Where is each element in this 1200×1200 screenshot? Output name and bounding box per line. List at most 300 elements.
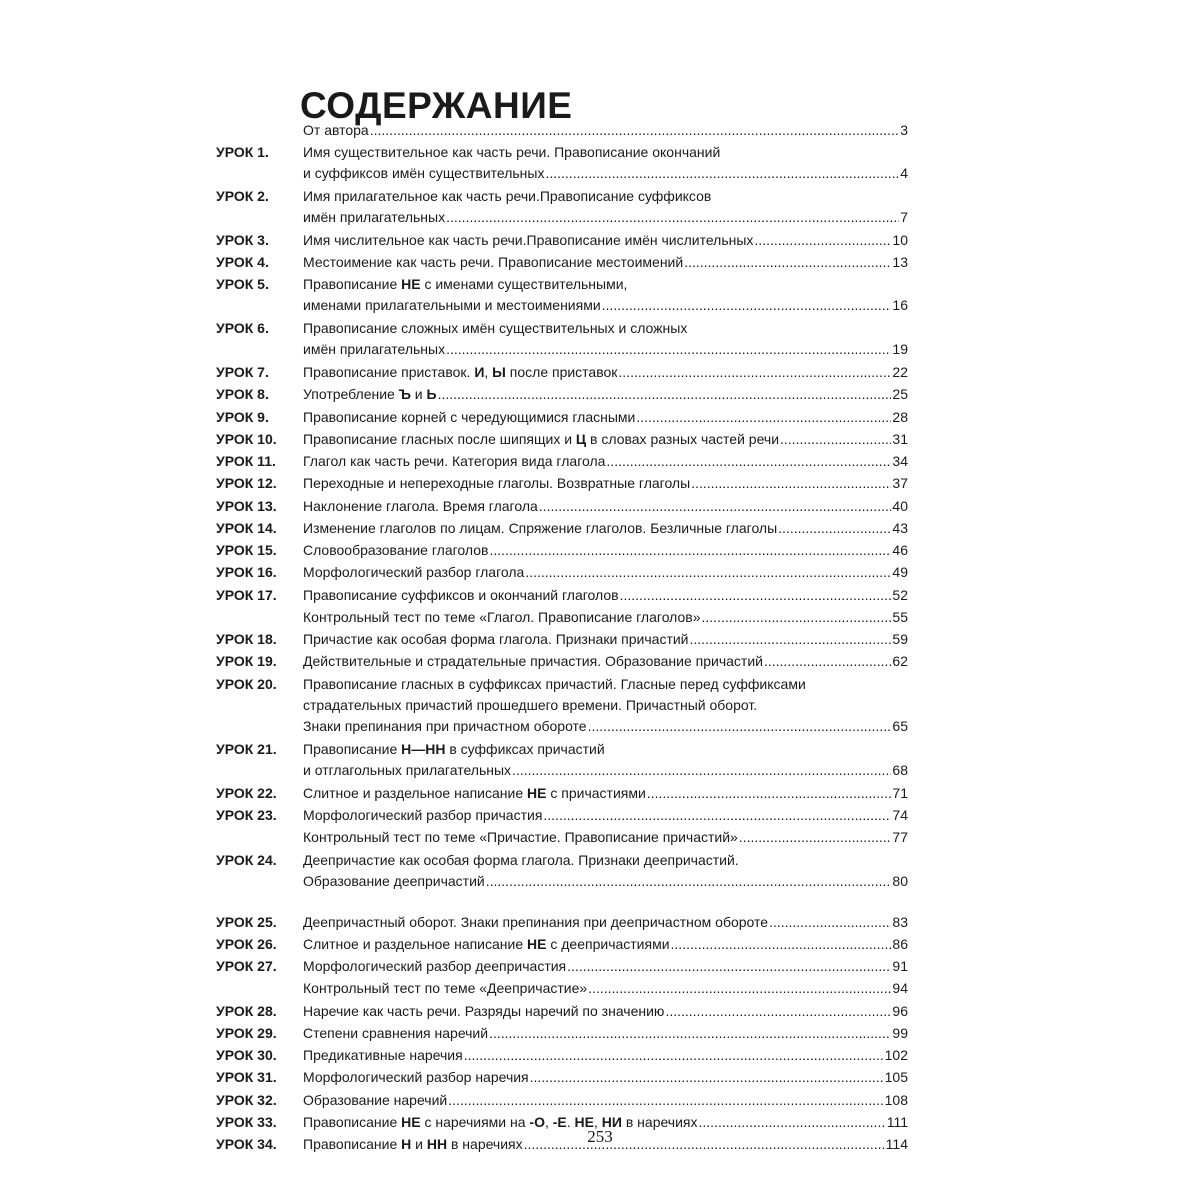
entry-body	[303, 739, 908, 781]
entry-title-line	[303, 451, 908, 472]
entry-title	[303, 783, 646, 804]
dot-leader	[539, 496, 892, 517]
entry-title	[303, 384, 437, 405]
entry-title-line	[303, 805, 908, 826]
lesson-label: УРОК 32.	[216, 1091, 277, 1108]
page-ref: 37	[892, 475, 908, 492]
bold-term: НЕ	[574, 1113, 594, 1130]
page-ref: 34	[892, 453, 908, 470]
lesson-label: УРОК 19.	[216, 653, 277, 670]
entry-title-line	[303, 142, 908, 163]
entry-title-line	[303, 429, 908, 450]
title-text: Правописание	[303, 1113, 402, 1130]
lesson-label: УРОК 1.	[216, 144, 269, 161]
entry-title	[303, 362, 617, 383]
entry-title	[303, 1045, 463, 1066]
lesson-label: УРОК 5.	[216, 276, 269, 293]
entry-body	[303, 318, 908, 360]
lesson-label: УРОК 24.	[216, 851, 277, 868]
entry-body	[303, 827, 908, 848]
title-text: От автора	[303, 122, 369, 138]
dot-leader	[530, 1067, 884, 1088]
lesson-label: УРОК 34.	[216, 1136, 277, 1153]
entry-title-line	[303, 716, 908, 737]
dot-leader	[606, 451, 891, 472]
entry-title	[303, 518, 777, 539]
entry-title-line	[303, 384, 908, 405]
bold-term: Н	[401, 1136, 412, 1153]
title-text: Наречие как часть речи. Разряды наречий по значению	[303, 1002, 665, 1019]
entry-title-line	[303, 850, 908, 871]
entry-body	[303, 1090, 908, 1111]
entry-body	[303, 978, 908, 999]
entry-title-line	[303, 473, 908, 494]
title-text: Имя существительное как часть речи. Правописание окончаний	[303, 144, 721, 161]
entry-title-line	[303, 607, 908, 628]
entry-title-line	[303, 362, 908, 383]
dot-leader	[739, 827, 892, 848]
entry-body	[303, 1067, 908, 1088]
entry-title	[303, 120, 369, 141]
title-text: Контрольный тест по теме «Глагол. Правописание глаголов»	[303, 608, 701, 625]
title-text: Деепричастный оборот. Знаки препинания при деепричастном обороте	[303, 913, 769, 930]
bold-term: Ъ	[398, 386, 411, 403]
page-ref: 31	[892, 430, 908, 447]
lesson-label: УРОК 27.	[216, 958, 277, 975]
lesson-label: УРОК 29.	[216, 1024, 277, 1041]
lesson-label: УРОК 15.	[216, 542, 277, 559]
entry-body	[303, 186, 908, 228]
bold-term: НН	[426, 1136, 448, 1153]
entry-title-line	[303, 186, 908, 207]
entry-title	[303, 956, 566, 977]
bold-term: Ь	[426, 386, 437, 403]
entry-body	[303, 407, 908, 428]
bold-term: -О	[529, 1113, 545, 1130]
entry-title	[303, 1001, 664, 1022]
entry-title-line	[303, 651, 908, 672]
entry-body	[303, 429, 908, 450]
title-text: после приставок	[505, 364, 618, 381]
title-text: Предикативные наречия	[303, 1047, 463, 1064]
title-text: Правописание гласных после шипящих и	[303, 430, 576, 447]
entry-body	[303, 142, 908, 184]
entry-title-line	[303, 956, 908, 977]
lesson-label: УРОК 6.	[216, 320, 269, 337]
entry-title-line	[303, 252, 908, 273]
page-ref: 94	[892, 980, 908, 997]
dot-leader	[438, 384, 892, 405]
entry-body	[303, 850, 908, 892]
title-text: Правописание суффиксов и окончаний глаголов	[303, 586, 619, 603]
dot-leader	[636, 407, 891, 428]
title-text: Имя прилагательное как часть речи.Правописание суффиксов	[303, 188, 712, 205]
entry-title-line	[303, 760, 908, 781]
title-text: ,	[484, 364, 493, 381]
bold-term: НЕ	[527, 784, 547, 801]
page-ref: 111	[886, 1113, 908, 1130]
dot-leader	[486, 871, 892, 892]
entry-title-line	[303, 629, 908, 650]
page-ref: 55	[892, 608, 908, 625]
entry-title-line	[303, 1090, 908, 1111]
entry-title-line	[303, 407, 908, 428]
dot-leader	[464, 1045, 884, 1066]
lesson-label: УРОК 11.	[216, 453, 276, 470]
title-text: Образование наречий	[303, 1091, 448, 1108]
title-text: Правописание приставок.	[303, 364, 475, 381]
dot-leader	[618, 362, 891, 383]
title-text: с причастиями	[546, 784, 646, 801]
dot-leader	[448, 1090, 883, 1111]
entry-title	[303, 207, 445, 228]
entry-body	[303, 1023, 908, 1044]
bold-term: Ы	[492, 364, 506, 381]
lesson-label: УРОК 25.	[216, 913, 277, 930]
entry-title-line	[303, 230, 908, 251]
entry-title	[303, 1023, 488, 1044]
lesson-label: УРОК 31.	[216, 1069, 277, 1086]
dot-leader	[446, 207, 899, 228]
title-text: Правописание гласных в суффиксах причастий. Гласные перед суффиксами	[303, 675, 806, 692]
title-text: Контрольный тест по теме «Причастие. Правописание причастий»	[303, 829, 738, 846]
entry-body	[303, 783, 908, 804]
dot-leader	[620, 585, 892, 606]
title-text: Деепричастие как особая форма глагола. Признаки деепричастий.	[303, 851, 739, 868]
bold-term: Ц	[575, 430, 587, 447]
entry-title-line	[303, 562, 908, 583]
page-ref: 46	[892, 542, 908, 559]
lesson-label: УРОК 33.	[216, 1113, 277, 1130]
entry-body	[303, 629, 908, 650]
title-text: Местоимение как часть речи. Правописание местоимений	[303, 254, 684, 271]
entry-title	[303, 934, 670, 955]
entry-title	[303, 629, 689, 650]
page-ref: 7	[900, 209, 908, 226]
entry-body	[303, 585, 908, 606]
title-text: Словообразование глаголов	[303, 542, 489, 559]
entry-title	[303, 540, 488, 561]
entry-body	[303, 451, 908, 472]
entry-title-line	[303, 540, 908, 561]
page-ref: 49	[892, 564, 908, 581]
lesson-label: УРОК 26.	[216, 935, 277, 952]
title-text: Наклонение глагола. Время глагола	[303, 497, 538, 514]
entry-title	[303, 496, 538, 517]
entry-body	[303, 518, 908, 539]
entry-title-line	[303, 339, 908, 360]
title-text: Правописание сложных имён существительных и сложных	[303, 320, 688, 337]
page-ref: 19	[892, 341, 908, 358]
bold-term: Н—НН	[401, 741, 446, 758]
entry-title-line	[303, 674, 908, 695]
title-text: именами прилагательными и местоимениями	[303, 297, 601, 314]
dot-leader	[778, 518, 891, 539]
title-text: Правописание	[303, 741, 402, 758]
entry-title-line	[303, 295, 908, 316]
page-ref: 22	[892, 364, 908, 381]
entry-body	[303, 651, 908, 672]
dot-leader	[489, 1023, 891, 1044]
entry-body	[303, 230, 908, 251]
page-ref: 71	[892, 784, 908, 801]
title-text: ,	[544, 1113, 553, 1130]
entry-body	[303, 912, 908, 933]
page-ref: 74	[892, 807, 908, 824]
entry-body	[303, 607, 908, 628]
page-ref: 108	[884, 1091, 908, 1108]
page-ref: 16	[892, 297, 908, 314]
entry-title-line	[303, 739, 908, 760]
lesson-label: УРОК 17.	[216, 586, 277, 603]
dot-leader	[525, 562, 891, 583]
entry-title-line	[303, 496, 908, 517]
title-text: Образование деепричастий	[303, 872, 485, 889]
entry-title-line	[303, 1001, 908, 1022]
entry-body	[303, 1045, 908, 1066]
title-text: Правописание	[303, 1136, 402, 1153]
entry-title-line	[303, 585, 908, 606]
page-ref: 99	[892, 1024, 908, 1041]
lesson-label: УРОК 10.	[216, 430, 277, 447]
page-ref: 10	[892, 231, 908, 248]
entry-title-line	[303, 912, 908, 933]
entry-title	[303, 339, 445, 360]
entry-title-line	[303, 318, 908, 339]
title-text: с наречиями на	[420, 1113, 530, 1130]
title-text: и	[410, 386, 427, 403]
dot-leader	[780, 429, 891, 450]
entry-body	[303, 934, 908, 955]
entry-title-line	[303, 163, 908, 184]
page-ref: 77	[892, 829, 908, 846]
page-ref: 102	[884, 1047, 908, 1064]
dot-leader	[665, 1001, 891, 1022]
entry-title	[303, 473, 690, 494]
entry-body	[303, 120, 908, 141]
title-text: в словах разных частей речи	[586, 430, 780, 447]
title-text: Морфологический разбор наречия	[303, 1069, 529, 1086]
title-text: Слитное и раздельное написание	[303, 935, 528, 952]
page-ref: 25	[892, 386, 908, 403]
page-ref: 96	[892, 1002, 908, 1019]
page-ref: 105	[884, 1069, 908, 1086]
dot-leader	[647, 783, 892, 804]
lesson-label: УРОК 12.	[216, 475, 277, 492]
title-text: Употребление	[303, 386, 399, 403]
dot-leader	[691, 473, 891, 494]
title-text: Степени сравнения наречий	[303, 1024, 489, 1041]
entry-body	[303, 473, 908, 494]
entry-title-line	[303, 1023, 908, 1044]
entry-title	[303, 429, 779, 450]
entry-title-line	[303, 695, 908, 716]
title-text: и	[411, 1136, 427, 1153]
lesson-label: УРОК 7.	[216, 364, 269, 381]
entry-body	[303, 1001, 908, 1022]
lesson-label: УРОК 14.	[216, 519, 277, 536]
entry-body	[303, 496, 908, 517]
title-text: Переходные и непереходные глаголы. Возвратные глаголы	[303, 475, 691, 492]
dot-leader	[512, 760, 891, 781]
lesson-label: УРОК 20.	[216, 675, 277, 692]
entry-title	[303, 163, 544, 184]
entry-body	[303, 384, 908, 405]
dot-leader	[702, 607, 892, 628]
entry-title	[303, 295, 601, 316]
entry-title	[303, 1067, 529, 1088]
entry-title	[303, 827, 738, 848]
bold-term: НИ	[601, 1113, 622, 1130]
title-text: Действительные и страдательные причастия. Образование причастий	[303, 653, 763, 670]
title-text: и суффиксов имён существительных	[303, 165, 545, 182]
page-ref: 40	[892, 497, 908, 514]
page-ref: 114	[885, 1136, 908, 1153]
entry-body	[303, 274, 908, 316]
title-text: Правописание корней с чередующимися гласными	[303, 408, 636, 425]
lesson-label: УРОК 9.	[216, 408, 269, 425]
title-text: Морфологический разбор деепричастия	[303, 958, 567, 975]
dot-leader	[588, 716, 892, 737]
dot-leader	[489, 540, 891, 561]
dot-leader	[543, 805, 891, 826]
page-ref: 86	[892, 935, 908, 952]
entry-title-line	[303, 783, 908, 804]
lesson-label: УРОК 3.	[216, 231, 269, 248]
page-ref: 62	[892, 653, 908, 670]
bold-term: И	[474, 364, 485, 381]
entry-title-line	[303, 827, 908, 848]
dot-leader	[446, 339, 891, 360]
entry-body	[303, 252, 908, 273]
title-text: Слитное и раздельное написание	[303, 784, 528, 801]
entry-title-line	[303, 1045, 908, 1066]
dot-leader	[754, 230, 891, 251]
entry-title	[303, 451, 605, 472]
entry-title	[303, 607, 701, 628]
lesson-label: УРОК 28.	[216, 1002, 277, 1019]
dot-leader	[769, 912, 891, 933]
entry-title	[303, 760, 511, 781]
entry-title	[303, 978, 587, 999]
entry-body	[303, 540, 908, 561]
entry-title	[303, 912, 768, 933]
entry-title	[303, 585, 619, 606]
title-text: Морфологический разбор глагола	[303, 564, 525, 581]
title-text: и отглагольных прилагательных	[303, 762, 512, 779]
title-text: Правописание	[303, 276, 402, 293]
title-text: с именами существительными,	[420, 276, 628, 293]
entry-title-line	[303, 120, 908, 141]
entry-title-line	[303, 978, 908, 999]
entry-body	[303, 956, 908, 977]
entry-title-line	[303, 274, 908, 295]
page-ref: 80	[892, 872, 908, 889]
dot-leader	[684, 252, 891, 273]
entry-title	[303, 1090, 447, 1111]
dot-leader	[764, 651, 891, 672]
lesson-label: УРОК 22.	[216, 784, 277, 801]
entry-body	[303, 805, 908, 826]
title-text: Знаки препинания при причастном обороте	[303, 717, 587, 734]
entry-title	[303, 252, 683, 273]
entry-body	[303, 562, 908, 583]
lesson-label: УРОК 30.	[216, 1047, 277, 1064]
title-text: .	[566, 1113, 575, 1130]
title-text: в наречиях	[447, 1136, 523, 1153]
dot-leader	[588, 978, 891, 999]
title-text: Имя числительное как часть речи.Правописание имён числительных	[303, 231, 754, 248]
lesson-label: УРОК 13.	[216, 497, 277, 514]
page-ref: 68	[892, 762, 908, 779]
bold-term: НЕ	[401, 276, 421, 293]
title-text: Контрольный тест по теме «Деепричастие»	[303, 980, 588, 997]
page-ref: 4	[900, 165, 908, 182]
page-ref: 3	[900, 122, 908, 138]
lesson-label: УРОК 2.	[216, 188, 269, 205]
entry-title-line	[303, 934, 908, 955]
entry-title-line	[303, 871, 908, 892]
title-text: Причастие как особая форма глагола. Признаки причастий	[303, 631, 689, 648]
bold-term: НЕ	[527, 935, 547, 952]
entry-title	[303, 230, 753, 251]
bold-term: -Е	[552, 1113, 567, 1130]
page-ref: 28	[892, 408, 908, 425]
title-text: Глагол как часть речи. Категория вида глагола	[303, 453, 606, 470]
entry-title-line	[303, 518, 908, 539]
entry-body	[303, 362, 908, 383]
title-text: с деепричастиями	[546, 935, 670, 952]
entry-title	[303, 562, 524, 583]
lesson-label: УРОК 21.	[216, 741, 277, 758]
entry-title	[303, 716, 587, 737]
title-text: имён прилагательных	[303, 341, 446, 358]
entry-title	[303, 651, 763, 672]
dot-leader	[671, 934, 892, 955]
title-text: в суффиксах причастий	[445, 741, 605, 758]
page-ref: 43	[892, 519, 908, 536]
title-text: имён прилагательных	[303, 209, 446, 226]
dot-leader	[370, 120, 899, 141]
page-ref: 13	[892, 254, 908, 271]
title-text: в наречиях	[621, 1113, 698, 1130]
dot-leader	[602, 295, 892, 316]
lesson-label: УРОК 23.	[216, 807, 277, 824]
title-text: Изменение глаголов по лицам. Спряжение глаголов. Безличные глаголы	[303, 519, 778, 536]
lesson-label: УРОК 16.	[216, 564, 277, 581]
page-ref: 59	[892, 631, 908, 648]
lesson-label: УРОК 4.	[216, 254, 269, 271]
page-ref: 65	[892, 717, 908, 734]
page-ref: 52	[892, 586, 908, 603]
entry-title	[303, 871, 485, 892]
entry-body	[303, 674, 908, 737]
entry-title	[303, 407, 635, 428]
entry-title-line	[303, 1067, 908, 1088]
entry-title-line	[303, 207, 908, 228]
page-number: 253	[587, 1127, 613, 1146]
title-text: страдательных причастий прошедшего времени. Причастный оборот.	[303, 696, 758, 713]
title-text: ,	[594, 1113, 602, 1130]
lesson-label: УРОК 8.	[216, 386, 269, 403]
entry-title	[303, 805, 542, 826]
page-title: СОДЕРЖАНИЕ	[300, 85, 573, 126]
dot-leader	[690, 629, 892, 650]
title-text: Морфологический разбор причастия	[303, 807, 543, 824]
page-ref: 83	[892, 913, 908, 930]
dot-leader	[567, 956, 891, 977]
dot-leader	[545, 163, 899, 184]
